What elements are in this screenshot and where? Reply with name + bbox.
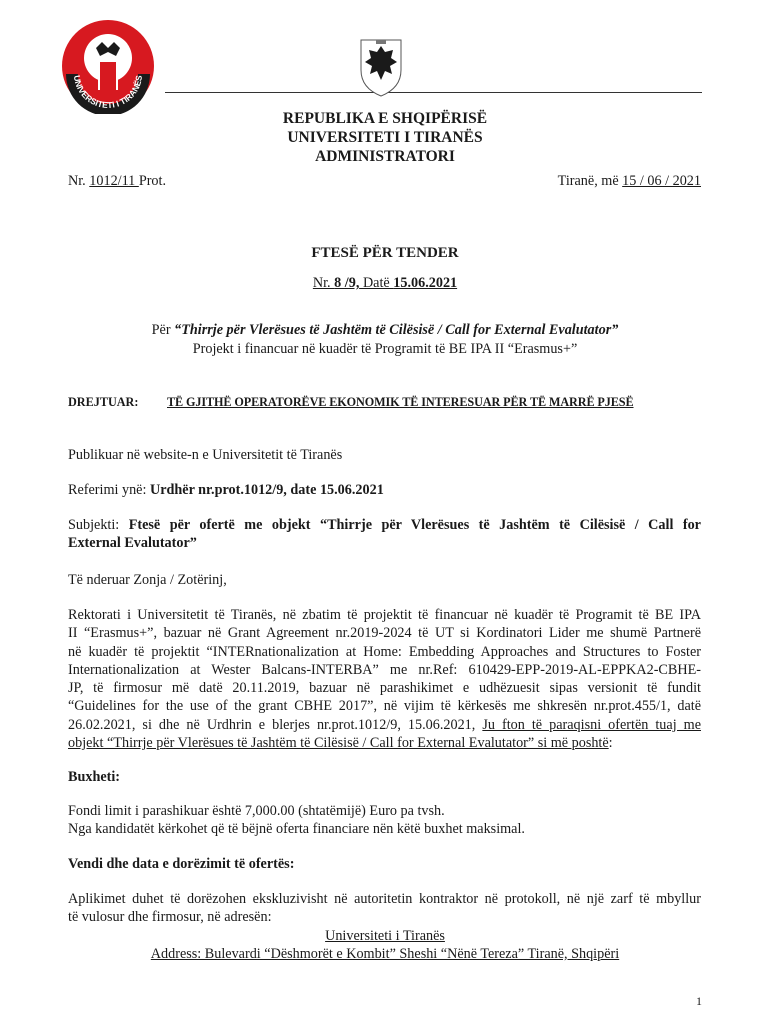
paragraph-line: Rektorati i Universitetit të Tiranës, në zbatim të projektit të financuar në kuadër të Programit të BE IPA	[68, 607, 701, 623]
paragraph-line: JP, të firmosur më datë 20.11.2019, bazuar në parashikimet e udhëzuesit sipas versionit të fundit	[68, 680, 701, 697]
addressed-label: DREJTUAR:	[68, 395, 139, 409]
tender-number: Nr. 8 /9, Datë 15.06.2021	[312, 275, 458, 291]
coat-of-arms-icon	[357, 36, 405, 98]
address-street: Address: Bulevardi “Dëshmorët e Kombit” Sheshi “Nënë Tereza” Tiranë, Shqipëri	[150, 946, 620, 962]
header-divider	[165, 92, 702, 93]
logo-text: UNIVERSITETI I TIRANËS	[71, 74, 145, 111]
subject-paragraph: Subjekti: Ftesë për ofertë me objekt “Thirrje për Vlerësues të Jashtëm të Cilësisë / Call for External Evalutator”	[68, 517, 701, 552]
published-note: Publikuar në website-n e Universitetit të Tiranës	[68, 447, 343, 463]
place-paragraph: Aplikimet duhet të dorëzohen ekskluzivisht në autoritetin kontraktor në protokoll, në një zarf të mbyllur të vulosur dhe firmosur, në adresën:	[68, 891, 701, 926]
budget-line: Fondi limit i parashikuar është 7,000.00 (shtatëmijë) Euro pa tvsh.	[68, 803, 445, 819]
paragraph-line: “Guidelines for the use of the grant CBHE 2017”, në vijim të kërkesës me shkresën nr.prot.455/1, datë	[68, 698, 701, 715]
place-heading: Vendi dhe data e dorëzimit të ofertës:	[68, 856, 295, 872]
reference-number: Nr. 1012/11 Prot.	[68, 173, 167, 189]
addressed-recipients: TË GJITHË OPERATORËVE EKONOMIK TË INTERESUAR PËR TË MARRË PJESË	[167, 395, 634, 409]
header-department: ADMINISTRATORI	[315, 148, 455, 165]
paragraph-line: objekt “Thirrje për Vlerësues të Jashtëm të Cilësisë / Call for External Evalutator” si më poshtë:	[68, 735, 613, 752]
main-paragraph	[68, 606, 701, 752]
header-university: UNIVERSITETI I TIRANËS	[287, 129, 483, 146]
address-name: Universiteti i Tiranës	[325, 928, 445, 944]
document-title: FTESË PËR TENDER	[311, 245, 459, 261]
paragraph-line: Internationalization at Wester Balcans-INTERBA” me nr.Ref: 610429-EPP-2019-AL-EPPKA2-CBHE-	[68, 661, 701, 678]
our-reference: Referimi ynë: Urdhër nr.prot.1012/9, date 15.06.2021	[68, 482, 384, 498]
paragraph-line: 26.02.2021, si dhe në Urdhrin e blerjes nr.prot.1012/9, 15.06.2021, Ju fton të paraqisni ofertën tuaj me	[68, 716, 701, 733]
paragraph-line: në kuadër të projektit “INTERnationalization at Home: Embedding Approaches and Structures to Foster	[68, 643, 701, 660]
university-logo	[60, 18, 156, 114]
paragraph-line: II “Erasmus+”, bazuar në Grant Agreement nr.2019-2024 të UT si Kordinatori Lider me shumë Partnerë	[68, 625, 701, 642]
budget-heading: Buxheti:	[68, 769, 121, 785]
header-country: REPUBLIKA E SHQIPËRISË	[282, 110, 488, 127]
document-date: Tiranë, më 15 / 06 / 2021	[557, 173, 701, 189]
project-line: Projekt i financuar në kuadër të Programit të BE IPA II “Erasmus+”	[192, 341, 578, 357]
greeting: Të nderuar Zonja / Zotërinj,	[68, 572, 227, 588]
tender-subject: Për “Thirrje për Vlerësues të Jashtëm të Cilësisë / Call for External Evalutator”	[151, 322, 619, 338]
budget-line: Nga kandidatët kërkohet që të bëjnë oferta financiare nën këtë buxhet maksimal.	[68, 821, 525, 837]
page-number: 1	[696, 994, 702, 1008]
